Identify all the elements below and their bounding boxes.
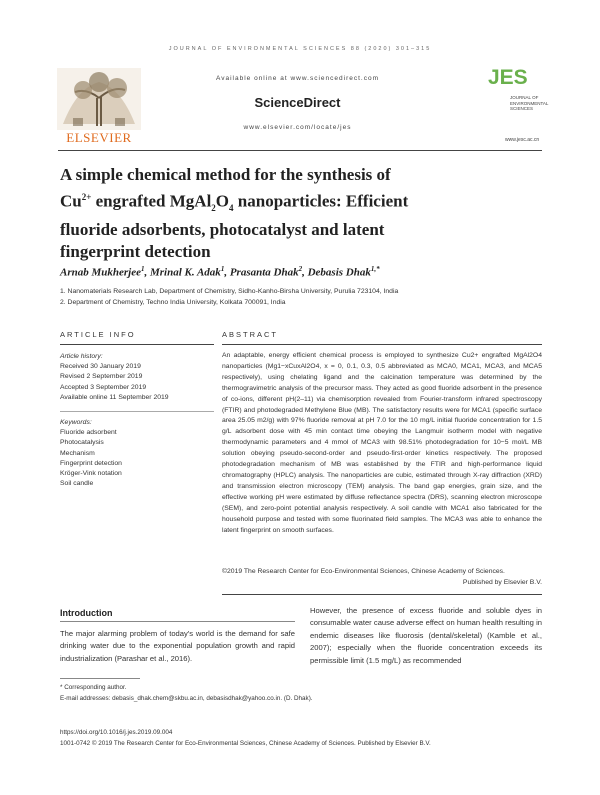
keyword-item[interactable]: Kröger-Vink notation [60,470,122,478]
keyword-item[interactable]: Fingerprint detection [60,459,122,467]
jes-url[interactable]: www.jesc.ac.cn [505,137,540,143]
title-line-2: $Cu^{2+}$ engrafted $MgAl_2O_4$ nanoparticles: Efficient [60,191,409,214]
affiliation-1: 1. Nanomaterials Research Lab, Department of Chemistry, Sidho-Kanho-Birsha University, Purulia 723104, India [60,288,399,295]
history-item: Received 30 January 2019 [60,363,141,371]
keywords: Keywords: Fluoride adsorbent Photocatalysis Mechanism Fingerprint detection Kröger-Vink notation Soil candle [60,418,122,489]
footnote [60,683,313,704]
header-divider [58,150,542,151]
keyword-item[interactable]: Photocatalysis [60,439,104,447]
title-line-4: fingerprint detection [60,242,211,262]
history-item: Accepted 3 September 2019 [60,383,147,391]
keyword-item[interactable]: Mechanism [60,449,95,457]
affiliation-2: 2. Department of Chemistry, Techno India University, Kolkata 700091, India [60,299,286,306]
journal-line: JOURNAL OF ENVIRONMENTAL SCIENCES 88 (2020) 301–315 [168,46,432,52]
intro-right-column: However, the presence of excess fluoride and soluble dyes in consumable water cause adverse effect on human health resulting in endemic diseases like fluorosis (dental/skeletal) (Kamble et al., 2007); especially when the fluoride concentration exceeds its permissible limit (1.5 mg/L) as recommended [310,606,542,665]
abstract-heading: ABSTRACT [222,330,279,339]
article-history: Article history: Received 30 January 2019 Revised 2 September 2019 Accepted 3 September 2019 Available online 11 September 2019 [60,352,169,403]
title-line-1: A simple chemical method for the synthesis of [60,165,391,184]
sciencedirect-logo: ScienceDirect [254,95,341,110]
corresponding-author: * Corresponding author. [60,684,127,691]
author-name[interactable]: Prasanta Dhak [229,266,299,279]
abstract-text: An adaptable, energy efficient chemical process is employed to synthesize Cu2+ engrafted MgAl2O4 nanoparticles (Mg1−xCuxAl2O4, x = 0, 0.1, 0.3, 0.5 abbreviated as MCA0, MCA1, MCA3, and MCA5 respectively), using chelating ligand and the calcination temperature was determined by the thermogravimetric analysis of the precursor mass. They acted as good fluoride adsorbent in the presence of co-ions, different pH(2–11) via chemisorption revealed from Fourier-transform infrared spectroscopy (FTIR) and photodegraded Methylene Blue (MB). The satisfactory results were for MCA1 (specific surface area 25.05 m2/g) with 97% fluoride removal at pH 7.0 for the 10 mg/L initial fluoride concentration for 1.5 g/L adsorbent dose with 45 min contact time obeying the Langmuir isotherm model with negative thermodynamic parameters and 4 mmol of MCA3 with 98.51% photodegradation for 10−5 mol/L MB solution obeying pseudo-second-order and pseudo-first-order kinetics respectively. The proposed photodegradation mechanism of MB was established by the FTIR and high-performance liquid chromatography (HPLC) analysis. The nanoparticles are cubic, estimated through X-ray diffraction (XRD) and transmission electron microscopy (TEM) analysis. The band gap energies, grain size, and the effective working pH were estimated by diffuse reflectance spectra (DRS), scanning electron microscope (SEM), and zero-point potential analysis respectively. A soil candle with MCA1 also fabricated for the household purpose and tested with some fluorinated field samples. The MCA3 was able to enhance the latent fingerprint on smooth surfaces. [222,352,542,534]
doi-link[interactable]: https://doi.org/10.1016/j.jes.2019.09.004 [60,729,173,736]
author-name[interactable]: Debasis Dhak [307,266,371,279]
history-item: Available online 11 September 2019 [60,393,169,401]
keyword-item[interactable]: Soil candle [60,480,94,488]
keyword-item[interactable]: Fluoride adsorbent [60,429,117,437]
available-online[interactable]: Available online at www.sciencedirect.com [216,75,379,82]
info-divider [60,411,214,412]
doi-block [60,728,431,749]
article-info-heading: ARTICLE INFO [60,330,136,339]
history-item: Revised 2 September 2019 [60,373,143,381]
footnote-rule [60,678,140,679]
email-addresses[interactable]: E-mail addresses: debasis_dhak.chem@skbu.ac.in, debasisdhak@yahoo.co.in. (D. Dhak). [60,694,313,702]
article-info-rule [60,344,214,345]
title-line-3: fluoride adsorbents, photocatalyst and latent [60,220,385,240]
author-name[interactable]: Mrinal K. Adak [150,266,221,279]
author-name[interactable]: Arnab Mukherjee [60,266,141,279]
issn-copyright: 1001-0742 © 2019 The Research Center for Eco-Environmental Sciences, Chinese Academy of Sciences. Published by Elsevier B.V. [60,739,431,747]
abstract-bottom-rule [222,594,542,595]
journal-home-url[interactable]: www.elsevier.com/locate/jes [243,124,352,131]
intro-left-column: The major alarming problem of today's world is the demand for safe drinking water due to the exponential population growth and rapid industrialization (Parashar et al., 2016). [60,629,295,663]
article-title [60,164,500,263]
jes-logo: JES [488,66,528,89]
jes-subtitle: JOURNAL OF ENVIRONMENTAL SCIENCES [510,95,549,111]
author-list: Arnab Mukherjee$^1$, Mrinal K. Adak$^1$, Prasanta Dhak$^2$, Debasis Dhak$^{1,*}$ [60,265,380,279]
introduction-heading: Introduction [60,608,113,618]
intro-rule [60,621,295,622]
abstract-copyright: ©2019 The Research Center for Eco-Environmental Sciences, Chinese Academy of Sciences. Published by Elsevier B.V. [222,568,542,586]
abstract-rule [222,344,542,345]
elsevier-wordmark: ELSEVIER [66,130,132,145]
